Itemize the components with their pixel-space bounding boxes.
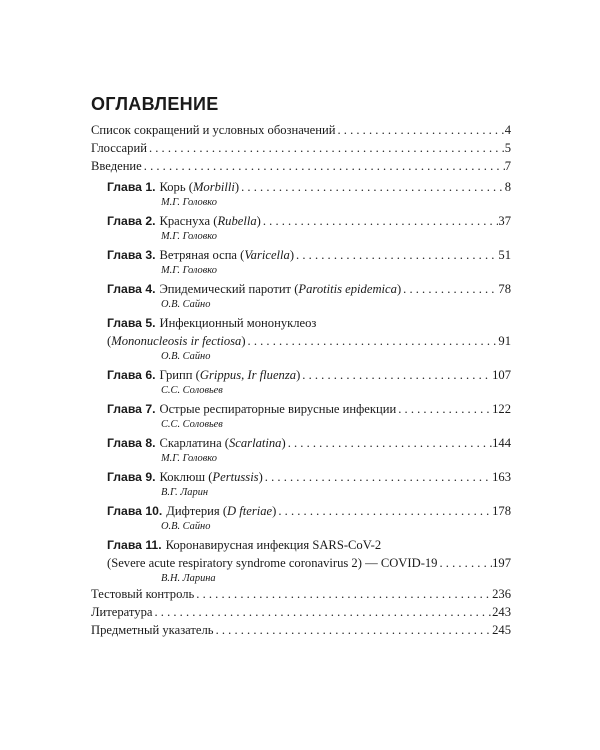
toc-entry-literature[interactable] bbox=[91, 603, 511, 621]
chapter-number: Глава 3. bbox=[107, 248, 156, 262]
chapter-author: М.Г. Головко bbox=[161, 265, 217, 276]
toc-page: 245 bbox=[492, 623, 511, 637]
toc-label: Тестовый контроль bbox=[91, 587, 195, 601]
toc-label: Список сокращений и условных обозначений bbox=[91, 123, 336, 137]
toc-entry-chapter-4[interactable]: Глава 4. Эпидемический паротит (Parotitis epidemica) . . . 78 bbox=[91, 280, 511, 298]
chapter-author: М.Г. Головко bbox=[161, 231, 217, 242]
toc-entry-test-control[interactable] bbox=[91, 585, 511, 603]
chapter-number: Глава 7. bbox=[107, 402, 156, 416]
chapter-author: С.С. Соловьев bbox=[161, 419, 223, 430]
toc-page: 163 bbox=[492, 470, 511, 484]
toc-entry-chapter-11-line2[interactable]: (Severe acute respiratory syndrome coronavirus 2) — COVID-19 . . . 197 bbox=[91, 554, 511, 572]
toc-entry-chapter-5[interactable]: Глава 5. Инфекционный мононуклеоз bbox=[107, 316, 317, 330]
toc-entry-abbreviations[interactable] bbox=[91, 121, 511, 139]
toc-page: 122 bbox=[492, 402, 511, 416]
toc-page: 78 bbox=[498, 282, 511, 296]
toc-entry-introduction[interactable] bbox=[91, 157, 511, 175]
toc-page: 243 bbox=[492, 605, 511, 619]
chapter-number: Глава 6. bbox=[107, 368, 156, 382]
toc-entry-glossary[interactable] bbox=[91, 139, 511, 157]
toc-entry-chapter-10[interactable]: Глава 10. Дифтерия (D fteriae) . . . 178 bbox=[91, 502, 511, 520]
toc-entry-chapter-2[interactable]: Глава 2. Краснуха (Rubella) . . . 37 bbox=[91, 212, 511, 230]
toc-entry-chapter-9[interactable]: Глава 9. Коклюш (Pertussis) . . . 163 bbox=[91, 468, 511, 486]
toc-label: Глоссарий bbox=[91, 141, 147, 155]
chapter-author: О.В. Сайно bbox=[161, 521, 211, 532]
toc-page: 178 bbox=[492, 504, 511, 518]
toc-entry-chapter-3[interactable]: Глава 3. Ветряная оспа (Varicella) . . . 51 bbox=[91, 246, 511, 264]
toc-page: 107 bbox=[492, 368, 511, 382]
chapter-author: В.Г. Ларин bbox=[161, 487, 209, 498]
toc-label: Литература bbox=[91, 605, 153, 619]
toc-entry-chapter-8[interactable]: Глава 8. Скарлатина (Scarlatina) . . . 144 bbox=[91, 434, 511, 452]
toc-page: 4 bbox=[504, 123, 511, 137]
toc-page: 51 bbox=[498, 248, 511, 262]
toc-label: Предметный указатель bbox=[91, 623, 214, 637]
chapter-author: О.В. Сайно bbox=[161, 299, 211, 310]
chapter-author: О.В. Сайно bbox=[161, 351, 211, 362]
toc-page: 37 bbox=[498, 214, 511, 228]
toc-page: 5 bbox=[504, 141, 511, 155]
toc-page: 144 bbox=[492, 436, 511, 450]
toc-entry-chapter-6[interactable]: Глава 6. Грипп (Grippus, Ir fluenza) . . . 107 bbox=[91, 366, 511, 384]
chapter-author: М.Г. Головко bbox=[161, 197, 217, 208]
table-of-contents bbox=[91, 121, 511, 639]
toc-page: 8 bbox=[504, 180, 511, 194]
toc-page: 197 bbox=[492, 556, 511, 570]
toc-label: Введение bbox=[91, 159, 142, 173]
toc-entry-chapter-5-line2[interactable]: (Mononucleosis ir fectiosa) . . . 91 bbox=[91, 332, 511, 350]
chapter-number: Глава 2. bbox=[107, 214, 156, 228]
chapter-number: Глава 1. bbox=[107, 180, 156, 194]
toc-page: 7 bbox=[504, 159, 511, 173]
chapter-author: М.Г. Головко bbox=[161, 453, 217, 464]
chapter-number: Глава 5. bbox=[107, 316, 156, 330]
chapter-number: Глава 11. bbox=[107, 538, 162, 552]
toc-page: 236 bbox=[492, 587, 511, 601]
toc-entry-chapter-1[interactable]: Глава 1. Корь (Morbilli) . . . 8 bbox=[91, 178, 511, 196]
page-title: ОГЛАВЛЕНИЕ bbox=[91, 94, 219, 114]
toc-entry-chapter-11[interactable]: Глава 11. Коронавирусная инфекция SARS-CoV-2 bbox=[107, 538, 382, 552]
chapter-number: Глава 10. bbox=[107, 504, 163, 518]
toc-entry-subject-index[interactable] bbox=[91, 621, 511, 639]
toc-page: 91 bbox=[498, 334, 511, 348]
chapter-number: Глава 4. bbox=[107, 282, 156, 296]
chapter-number: Глава 8. bbox=[107, 436, 156, 450]
toc-entry-chapter-7[interactable]: Глава 7. Острые респираторные вирусные инфекции . . . 122 bbox=[91, 400, 511, 418]
chapter-author: С.С. Соловьев bbox=[161, 385, 223, 396]
chapter-number: Глава 9. bbox=[107, 470, 156, 484]
chapter-author: В.Н. Ларина bbox=[161, 573, 216, 584]
